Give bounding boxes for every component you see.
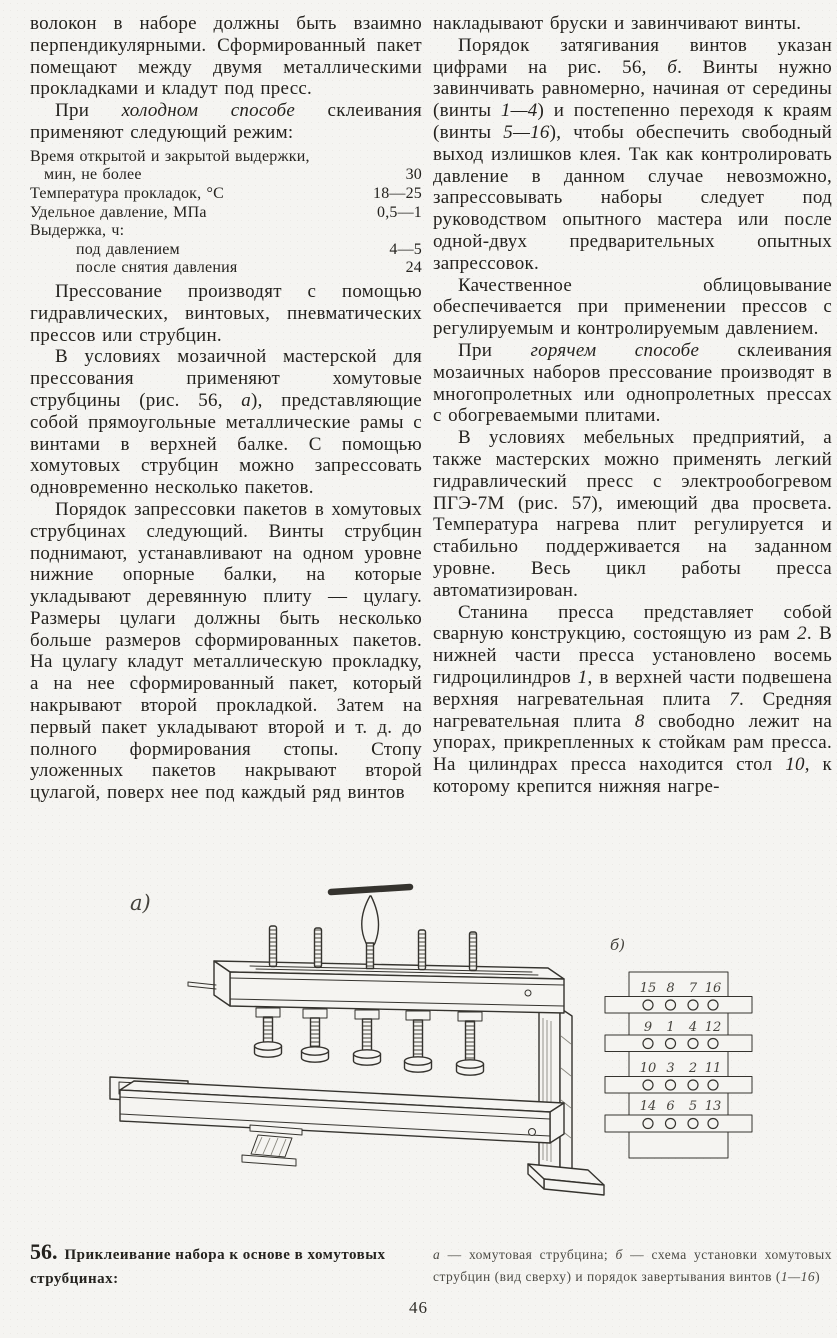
t-handle (331, 887, 410, 892)
clamp-upper-beam (188, 961, 564, 1013)
spec-label: Выдержка, ч: (30, 222, 125, 240)
paragraph: волокон в наборе должны быть взаимно перпендикулярными. Сформированный пакет помещают между двумя металлическими прокладками и кладут под пресс. (30, 13, 422, 100)
svg-text:3: 3 (666, 1061, 675, 1076)
svg-text:7: 7 (688, 981, 698, 996)
text-column-right (433, 13, 832, 798)
spec-row (30, 166, 422, 185)
paragraph: В условиях мебельных предприятий, а также мастерских можно применять легкий гидравлический пресс с электрообогревом ПГЭ-7М (рис. 57), имеющий два просвета. Температура нагрева плит регулируется и стабильно поддерживается на заданном уровне. Весь цикл работы пресса автоматизирован. (433, 427, 832, 601)
spec-value: 18—25 (373, 184, 422, 202)
figure-number: 56. (30, 1239, 58, 1264)
clamp-right-post (528, 1006, 604, 1195)
svg-text:5: 5 (688, 1099, 698, 1114)
paragraph: Порядок запрессовки пакетов в хомутовых струбцинах следующий. Винты струбцин поднимают, устанавливают на одном уровне нижние опорные балки, на которые укладывают деревянную плиту — цулагу. Размеры цулаги должны быть несколько больше размеров сформированных пакетов. На цулагу кладут металлическую прокладку, а на нее сформированный пакет, который накрывают второй прокладкой. Затем на первый пакет укладывают второй и т. д. до полного формирования стопы. Стопу уложенных пакетов накрывают второй цулагой, поверх нее под каждый ряд винтов (30, 498, 422, 804)
spec-label: под давлением (76, 240, 180, 258)
pressing-regime-spec-list (30, 148, 422, 278)
spec-label: после снятия давления (76, 259, 238, 277)
paragraph: При холодном способе склеивания применяют следующий режим: (30, 100, 423, 143)
figure-part-a-label: а) (130, 891, 151, 915)
paragraph: накладывают бруски и завинчивают винты. (433, 13, 802, 34)
spec-row (30, 222, 422, 241)
figure-title: Приклеивание набора к основе в хомутовых струбцинах: (30, 1247, 386, 1287)
figure-legend: а — хомутовая струбцина; б — схема установки хомутовых струбцин (вид сверху) и порядок завертывания винтов (1—16) (433, 1247, 832, 1284)
svg-text:6: 6 (666, 1099, 675, 1114)
svg-text:8: 8 (666, 981, 675, 996)
spec-value: 4—5 (389, 240, 422, 258)
spec-label: Удельное давление, МПа (30, 203, 207, 221)
spec-label: Температура прокладок, °С (30, 184, 225, 202)
svg-text:14: 14 (639, 1099, 657, 1114)
spec-row (30, 148, 422, 167)
paragraph: Качественное облицовывание обеспечивается при применении прессов с регулируемым и контролируемым давлением. (433, 274, 832, 340)
spec-value: 0,5—1 (377, 203, 422, 221)
spec-row (30, 204, 422, 223)
text-column-left (30, 13, 422, 804)
svg-text:11: 11 (704, 1061, 722, 1076)
page-number: 46 (409, 1298, 428, 1317)
figure-caption (30, 1240, 426, 1291)
clamp-lower-beam (110, 1077, 564, 1166)
svg-text:4: 4 (688, 1020, 698, 1035)
svg-text:12: 12 (704, 1020, 722, 1035)
figure-part-b-label: б) (610, 936, 626, 954)
svg-text:1: 1 (666, 1020, 675, 1035)
spec-row (30, 259, 422, 278)
svg-text:10: 10 (639, 1061, 657, 1076)
spec-label: мин, не более (44, 166, 142, 184)
spec-value: 30 (405, 166, 422, 184)
paragraph: При горячем способе склеивания мозаичных наборов прессование производят в многопролетных или однопролетных прессах с обогреваемыми плитами. (433, 339, 832, 427)
paragraph: В условиях мозаичной мастерской для прессования применяют хомутовые струбцины (рис. 56, а), представляющие собой прямоугольные металлические рамы с винтами в верхней балке. С помощью хомутовых струбцин можно запрессовать одновременно несколько пакетов. (30, 346, 422, 499)
svg-text:9: 9 (643, 1020, 653, 1035)
clamp-screws-top (270, 887, 477, 971)
paragraph: Прессование производят с помощью гидравлических, винтовых, пневматических прессов или струбцин. (30, 280, 422, 346)
tightening-order-diagram (598, 926, 776, 1174)
paragraph: Порядок затягивания винтов указан цифрами на рис. 56, б. Винты нужно завинчивать равномерно, начиная от середины (винты 1—4) и постепенно переходя к краям (винты 5—16), чтобы обеспечить свободный выход излишков клея. Так как контролировать давление в данном случае невозможно, запрессовывать наборы следует под руководством опытного мастера или после одной-двух предварительных опытных запрессовок. (433, 34, 833, 274)
svg-text:16: 16 (704, 981, 722, 996)
spec-row (30, 241, 422, 260)
spec-label: Время открытой и закрытой выдержки, (30, 147, 310, 165)
paragraph: Станина пресса представляет собой сварную конструкцию, состоящую из рам 2. В нижней части пресса установлено восемь гидроцилиндров 1, в верхней части подвешена верхняя нагревательная плита 7. Средняя нагревательная плита 8 свободно лежит на упорах, прикрепленных к стойкам рам пресса. На цилиндрах пресса находится стол 10, к которому крепится нижняя нагре- (433, 601, 833, 797)
clamp-illustration (92, 856, 612, 1218)
svg-text:2: 2 (688, 1061, 698, 1076)
svg-text:15: 15 (639, 981, 657, 996)
svg-text:13: 13 (704, 1099, 722, 1114)
clamp-screws-bottom (255, 1008, 484, 1075)
spec-row (30, 185, 422, 204)
spec-value: 24 (405, 259, 422, 277)
